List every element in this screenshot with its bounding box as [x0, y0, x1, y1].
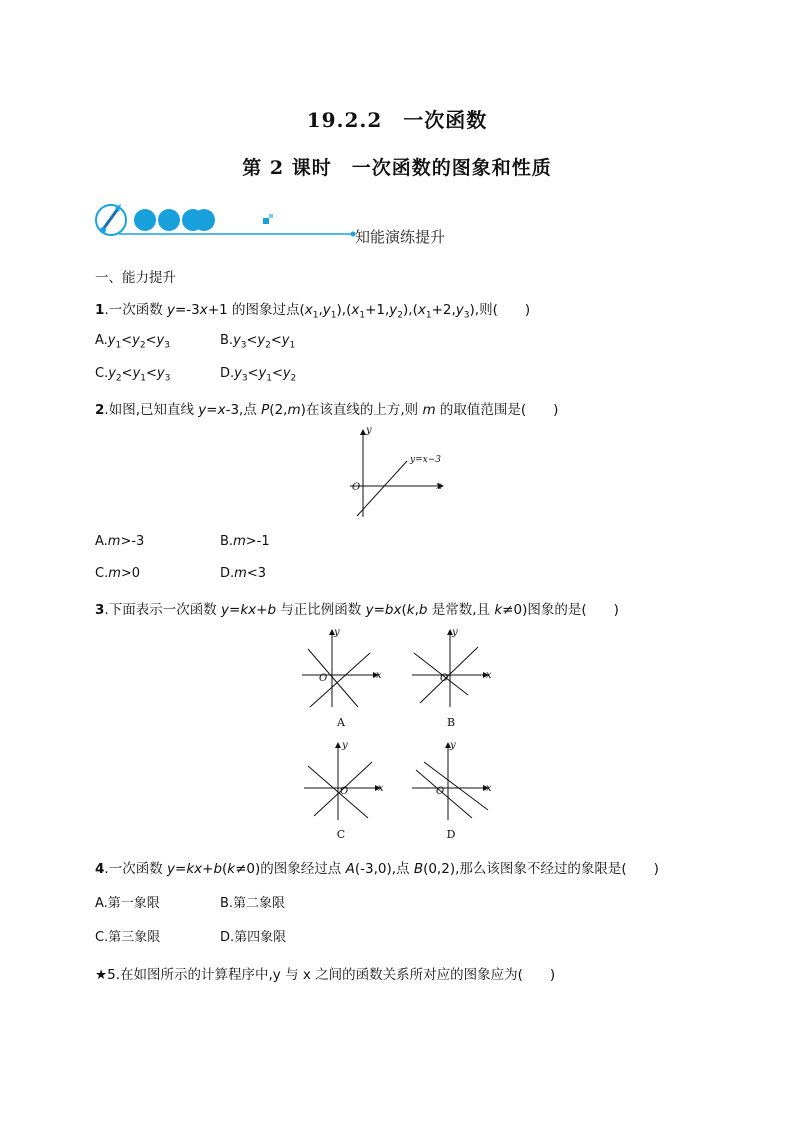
q3d-x: x: [486, 783, 492, 794]
q2-option-c[interactable]: C.m>0: [95, 566, 141, 581]
q4-option-c[interactable]: C.第三象限: [95, 930, 161, 945]
question-4: 4.一次函数 y=kx+b(k≠0)的图象经过点 A(-3,0),点 B(0,2),那么该图象不经过的象限是( ): [95, 861, 659, 877]
q3d-o: O: [436, 786, 445, 797]
q3b-y: y: [452, 627, 458, 638]
q3-caption-c[interactable]: C: [336, 828, 346, 841]
q1-option-d[interactable]: $D.y_3<y_1<y_2$: [220, 366, 297, 384]
section-title: 19.2.2 一次函数: [306, 108, 488, 132]
q3-caption-d[interactable]: D: [446, 828, 456, 841]
question-3: 3.下面表示一次函数 y=kx+b 与正比例函数 y=bx(k,b 是常数,且 k≠0)图象的是( ): [95, 602, 619, 618]
q1-option-b[interactable]: $B.y_3<y_2<y_1$: [220, 333, 296, 351]
q2-option-b[interactable]: B.m>-1: [220, 534, 270, 549]
dot-1: [134, 209, 156, 231]
q4-option-b[interactable]: B.第二象限: [220, 896, 286, 911]
q3c-y: y: [342, 740, 348, 751]
q3-caption-b[interactable]: B: [446, 716, 456, 729]
q3c-x: x: [378, 783, 384, 794]
q2-graph: [345, 425, 455, 520]
dot-2: [158, 209, 180, 231]
banner-label: 知能演练提升: [355, 228, 446, 246]
q2-option-a[interactable]: A.m>-3: [95, 534, 145, 549]
q3b-o: O: [440, 673, 449, 684]
q2-line-label: y=x−3: [410, 455, 441, 465]
q2-origin-label: O: [352, 482, 361, 493]
q3c-o: O: [340, 786, 349, 797]
question-5: ★5.在如图所示的计算程序中,y 与 x 之间的函数关系所对应的图象应为( ): [95, 967, 556, 983]
q1-option-c[interactable]: $C.y_2<y_1<y_3$: [95, 366, 171, 384]
q3a-o: O: [319, 673, 328, 684]
question-2: 2.如图,已知直线 y=x-3,点 P(2,m)在该直线的上方,则 m 的取值范围是( ): [95, 402, 559, 418]
q1-option-a[interactable]: $A.y_1<y_2<y_3$: [95, 333, 170, 351]
q2-x-axis-label: x: [436, 481, 442, 492]
q2-y-axis-label: y: [366, 425, 372, 436]
q3-graph-a: [298, 625, 388, 710]
q3a-y: y: [334, 627, 340, 638]
q4-option-a[interactable]: A.第一象限: [95, 896, 160, 911]
dot-4: [193, 209, 215, 231]
q3b-x: x: [486, 670, 492, 681]
q4-option-d[interactable]: D.第四象限: [220, 930, 287, 945]
q2-option-d[interactable]: D.m<3: [220, 566, 266, 581]
lesson-title: 第 2 课时 一次函数的图象和性质: [242, 157, 552, 179]
q3-caption-a[interactable]: A: [337, 716, 345, 729]
q3d-y: y: [450, 740, 456, 751]
question-1: 1.一次函数 y=-3x+1 的图象过点$(x_1,y_1),(x_1+1,y_2),(x_1+2,y_3)$,则( ): [95, 302, 531, 321]
q3a-x: x: [376, 670, 382, 681]
part-heading: 一、能力提升: [95, 270, 176, 286]
